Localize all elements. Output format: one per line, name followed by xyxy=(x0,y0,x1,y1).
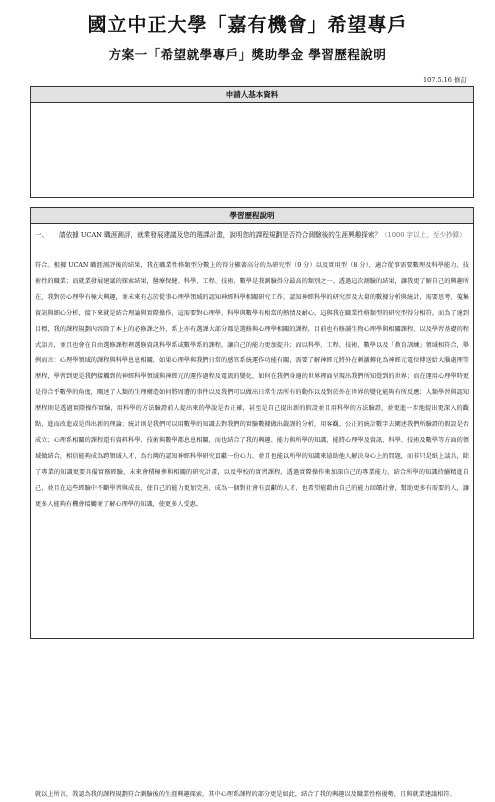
question-text-wrap xyxy=(35,228,467,242)
learning-history-heading: 學習歷程說明 xyxy=(31,208,473,224)
conclusion-paragraph: 就以上所言，我認為我的課程規劃符合測驗後的生涯興趣探索，其中心理系課程的部分更是如此，結合了我的興趣以及職業性格優勢，且與就業建議相符。 xyxy=(35,791,456,798)
document-subtitle: 方案一「希望就學專戶」獎助學金 學習歷程說明 xyxy=(108,47,387,62)
question-number: 一、 xyxy=(35,231,49,239)
learning-history-section xyxy=(30,207,474,798)
question-block xyxy=(35,228,467,242)
applicant-info-heading: 申請人基本資料 xyxy=(31,87,473,103)
document-title: 國立中正大學「嘉有機會」希望專戶 xyxy=(87,14,408,36)
answer-paragraph: 符合。根據 UCAN 職涯測評後的結果，我在職業性格類型分數上的得分顯著高分的為研究型（9 分）以及實用型（8 分），適合從事需要數理及科學能力、技術性的職業；而就業發展建議的探索結果，醫療保健、科學、工程、技術、數學是我測驗得分最高的類別之一。透過這次測驗的結果，讓我更了解自己的興趣所在，我對於心理學有極大興趣，並未來有志於從事心理學領域的認知神經科學相關研究工作，認知神經科學的研究涉及大量的數據分析與統計，需要思考、蒐集資訊與細心分析，接下來就是結合理論與實際操作，這需要對心理學、科學與數學有相當的熱情及耐心，這與我在職業性格類型的研究型得分相符。而為了達到目標，我的課程規劃內容除了本上的必修課之外，系上亦有選課大部分都是選修與心理學相關的課程，目前也有修讀生物心理學與相關課程，以及學習基礎的程式語言，並且也會在自由選修課程裡選修資訊科學系或數學系的課程，讓自己的能力更加提升；而以科學、工程、技術、數學以及「教育訓練」領域相符合，舉例而言：心理學領域的課程與科學息息相關，如果心理學與我們日常的感官系統運作功能有關，需要了解神經元將外在刺激轉化為神經元電位傳送給大腦處理等歷程，學習到更是我們接觸到的神經科學領域與神經元的運作過程及電流的變化，如何在我們身邊的世界裡面呈現出我們所知覺到的世界；而在運用心理學時更是得合乎數學的角度，闡述了人類的生理構造如何將周遭的事件以及我們可以做出日常生活所有的動作以及對於外在世界的變化能夠有所反應；人類學習與認知歷程則是透過實際操作實驗，用科學的方法驗證前人提出來的學說是否正確，甚至是自己提出新的假設並且用科學的方法驗證，並更進一步地提出更深入的觀點，進而改進或是得出新的理論；統計則是我們可以用數學的知識去對我們的實驗數據做出嚴謹的分析，用客觀、公正的統計數字去闡述我們所驗證的假設是否成立；心理系相關的課程還有資料科學、技術與數學都息息相關，而也結合了我的興趣、能力與所學的知識，能將心理學及資訊、科學、技術及數學等方面的領域做結合，相信能夠成為跨領域人才，為台灣的認知神經科學研究貢獻一份心力，並且也能以所學的知識來協助他人解決身心上的問題，而非只是紙上談兵，除了專業的知識更要具備實務經驗，未來會積極參與相關的研究計畫，以及學校的實習課程，透過實際操作來加深自己的專業能力，結合所學的知識持續精進自己，並且在這些經驗中不斷學習與成長，使自己的能力更加完善，成為一個對社會有貢獻的人才，也希望能藉由自己的能力回饋社會，幫助更多有需要的人，讓更多人能夠有機會接觸並了解心理學的知識，使更多人受惠。 xyxy=(35,262,469,508)
revision-date: 107.5.16 修訂 xyxy=(422,76,467,84)
applicant-info-section xyxy=(30,86,474,198)
question-hint: （1000 字以上，至少抄錄） xyxy=(381,231,466,239)
question-text: 請依據 UCAN 職涯測評，就業發展建議及您的選課計畫，說明您的課程規劃是否符合測驗後的生涯興趣探索？ xyxy=(59,231,382,239)
